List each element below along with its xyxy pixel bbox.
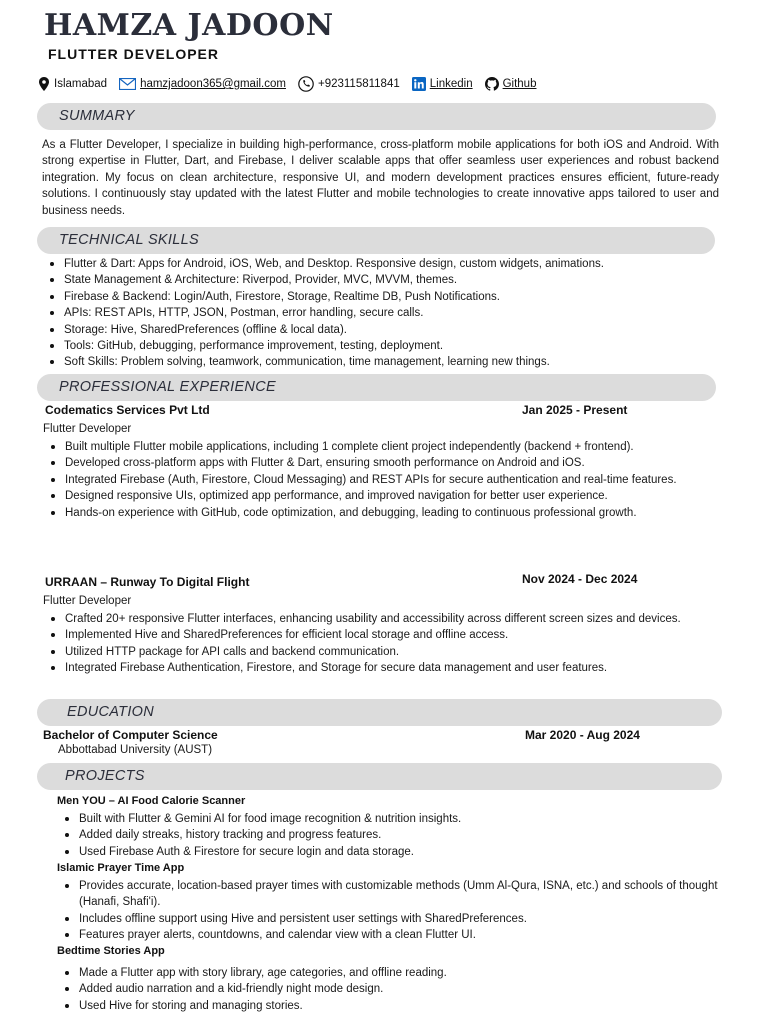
skills-list	[42, 256, 722, 371]
project-bullet: Made a Flutter app with story library, age categories, and offline reading.	[57, 965, 727, 981]
candidate-role: FLUTTER DEVELOPER	[48, 46, 220, 62]
projects-heading	[37, 763, 722, 790]
project-bullet: Added daily streaks, history tracking and progress features.	[57, 827, 727, 843]
summary-heading	[37, 103, 716, 130]
location-item	[38, 77, 107, 91]
skill-item: State Management & Architecture: Riverpod, Provider, MVC, MVVM, themes.	[42, 272, 722, 288]
job-bullet: Crafted 20+ responsive Flutter interfaces, enhancing usability and accessibility across different screen sizes and devices.	[43, 611, 683, 627]
skill-item: Firebase & Backend: Login/Auth, Firestore, Storage, Realtime DB, Push Notifications.	[42, 289, 722, 305]
project-bullets	[57, 878, 727, 944]
github-link[interactable]: Github	[502, 78, 537, 90]
phone-text: +923115811841	[317, 78, 400, 90]
project-bullet: Features prayer alerts, countdowns, and calendar view with a clean Flutter UI.	[57, 927, 727, 943]
education-heading-text: EDUCATION	[67, 704, 155, 720]
job-bullet: Implemented Hive and SharedPreferences for efficient local storage and offline access.	[43, 627, 683, 643]
job-bullets	[43, 611, 683, 677]
project-bullets	[57, 965, 727, 1014]
experience-heading	[37, 374, 716, 401]
project-title: Islamic Prayer Time App	[57, 862, 185, 874]
skill-item: Flutter & Dart: Apps for Android, iOS, Web, and Desktop. Responsive design, custom widgets, animations.	[42, 256, 722, 272]
email-item[interactable]	[119, 78, 286, 90]
job-bullet: Hands-on experience with GitHub, code optimization, and debugging, leading to continuous professional growth.	[43, 505, 683, 521]
summary-heading-text: SUMMARY	[59, 108, 135, 124]
project-bullet: Includes offline support using Hive and persistent user settings with SharedPreferences.	[57, 911, 727, 927]
job-bullet: Integrated Firebase (Auth, Firestore, Cloud Messaging) and REST APIs for secure authentication and real-time features.	[43, 472, 683, 488]
project-bullet: Used Hive for storing and managing stories.	[57, 998, 727, 1014]
linkedin-item[interactable]	[412, 77, 473, 91]
experience-heading-text: PROFESSIONAL EXPERIENCE	[59, 379, 276, 395]
skill-item: Soft Skills: Problem solving, teamwork, communication, time management, learning new things.	[42, 354, 722, 370]
project-bullet: Used Firebase Auth & Firestore for secure login and data storage.	[57, 844, 727, 860]
education-degree: Bachelor of Computer Science	[43, 728, 218, 742]
contact-bar	[38, 76, 548, 92]
job-role: Flutter Developer	[43, 423, 132, 435]
skills-heading-text: TECHNICAL SKILLS	[59, 232, 199, 248]
education-heading	[37, 699, 722, 726]
job-bullet: Built multiple Flutter mobile applications, including 1 complete client project independently (backend + frontend).	[43, 439, 683, 455]
job-bullet: Integrated Firebase Authentication, Firestore, and Storage for secure data management and user features.	[43, 660, 683, 676]
github-item[interactable]	[485, 77, 537, 91]
summary-paragraph: As a Flutter Developer, I specialize in building high-performance, cross-platform mobile applications for both iOS and Android. With strong expertise in Flutter, Dart, and Firebase, I deliver scalable apps that offer seamless user experiences and robust backend integration. My focus on clean architecture, responsive UI, and modern development practices ensures efficient, future-ready solutions. I continuously stay updated with the latest Flutter and mobile technologies to create innovative apps tailored to user and business needs.	[42, 139, 719, 217]
project-bullet: Built with Flutter & Gemini AI for food image recognition & nutrition insights.	[57, 811, 727, 827]
job-bullet: Designed responsive UIs, optimized app performance, and improved navigation for better user experience.	[43, 488, 683, 504]
education-dates: Mar 2020 - Aug 2024	[525, 728, 640, 742]
job-company: URRAAN – Runway To Digital Flight	[45, 575, 250, 589]
job-company: Codematics Services Pvt Ltd	[45, 403, 210, 417]
linkedin-icon	[412, 77, 426, 91]
job-bullets	[43, 439, 683, 521]
education-school: Abbottabad University (AUST)	[58, 744, 213, 756]
job-dates: Jan 2025 - Present	[522, 403, 628, 417]
project-title: Bedtime Stories App	[57, 945, 165, 957]
email-link[interactable]: hamzjadoon365@gmail.com	[140, 78, 286, 90]
location-text: Islamabad	[54, 78, 108, 90]
skill-item: Tools: GitHub, debugging, performance improvement, testing, deployment.	[42, 338, 722, 354]
github-icon	[485, 77, 499, 91]
phone-item	[298, 76, 400, 92]
project-bullet: Added audio narration and a kid-friendly night mode design.	[57, 981, 727, 997]
project-title: Men YOU – AI Food Calorie Scanner	[57, 795, 246, 807]
job-bullet: Utilized HTTP package for API calls and backend communication.	[43, 644, 683, 660]
phone-icon	[298, 76, 314, 92]
email-icon	[119, 78, 136, 90]
skills-heading	[37, 227, 715, 254]
linkedin-link[interactable]: Linkedin	[429, 78, 473, 90]
job-role: Flutter Developer	[43, 595, 132, 607]
skill-item: APIs: REST APIs, HTTP, JSON, Postman, error handling, secure calls.	[42, 305, 722, 321]
location-pin-icon	[38, 77, 50, 91]
projects-heading-text: PROJECTS	[65, 768, 145, 784]
candidate-name: HAMZA JADOON	[44, 8, 334, 43]
project-bullet: Provides accurate, location-based prayer times with customizable methods (Umm Al-Qura, ISNA, etc.) and schools of thought (Hanafi, Shafi'i).	[57, 878, 727, 911]
job-dates: Nov 2024 - Dec 2024	[522, 572, 638, 586]
job-bullet: Developed cross-platform apps with Flutter & Dart, ensuring smooth performance on Android and iOS.	[43, 455, 683, 471]
project-bullets	[57, 811, 727, 860]
skill-item: Storage: Hive, SharedPreferences (offline & local data).	[42, 322, 722, 338]
